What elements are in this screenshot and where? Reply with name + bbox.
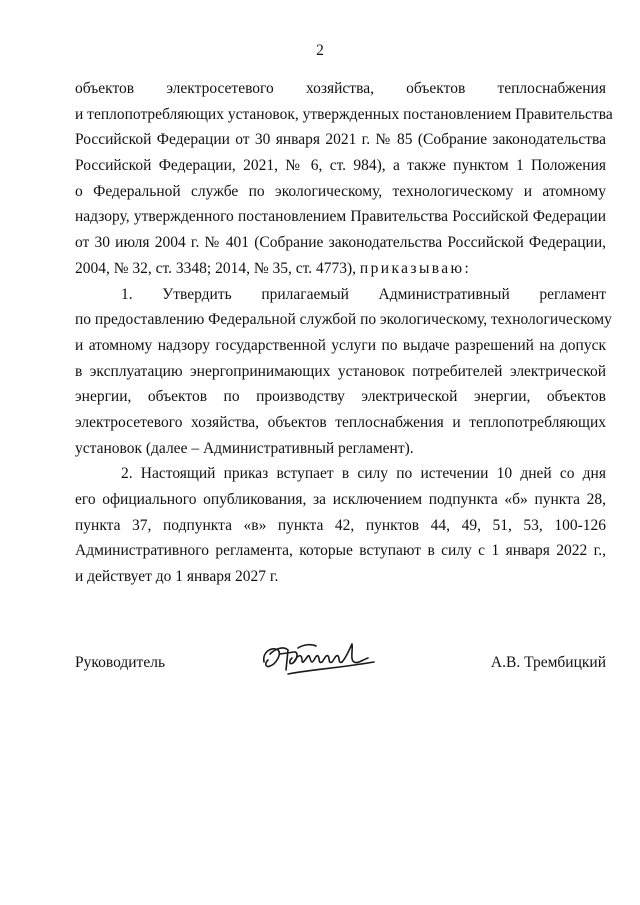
paragraph-continuation xyxy=(75,76,613,282)
word: хозяйства, xyxy=(305,80,374,97)
text-line: электросетевого хозяйства, объектов теплоснабжения и теплопотребляющих xyxy=(75,413,606,431)
text-line: пункта 37, подпункта «в» пункта 42, пунктов 44, 49, 51, 53, 100-126 xyxy=(75,516,606,534)
text-line xyxy=(75,76,606,102)
text-line: Российской Федерации от 30 января 2021 г. № 85 (Собрание законодательства xyxy=(75,131,606,149)
text-line: о Федеральной службе по экологическому, технологическому и атомному xyxy=(75,182,606,200)
text-line: по предоставлению Федеральной службой по экологическому, технологическому xyxy=(75,311,612,329)
word: Утвердить xyxy=(162,285,232,303)
text-line xyxy=(75,282,606,308)
word: теплоснабжения xyxy=(497,80,606,97)
signatory-name: А.В. Трембицкий xyxy=(490,654,606,671)
text-line: и действует до 1 января 2027 г. xyxy=(75,568,279,586)
word: прилагаемый xyxy=(261,285,349,303)
item-number: 1. xyxy=(121,285,133,303)
document-body xyxy=(75,76,613,590)
text-line: от 30 июля 2004 г. № 401 (Собрание законодательства Российской Федерации, xyxy=(75,234,606,252)
text-line: 2. Настоящий приказ вступает в силу по истечении 10 дней со дня xyxy=(121,465,606,483)
text-line xyxy=(75,256,606,282)
word: Административный xyxy=(378,285,510,303)
page-number: 2 xyxy=(316,42,324,59)
word: объектов xyxy=(75,80,135,97)
signature-block xyxy=(75,640,606,690)
word: объектов xyxy=(406,80,466,97)
text-line: Административного регламента, которые вступают в силу с 1 января 2022 г., xyxy=(75,542,606,560)
word: электросетевого xyxy=(166,80,274,97)
signatory-position: Руководитель xyxy=(75,654,166,671)
word: регламент xyxy=(539,285,606,303)
paragraph-item-2 xyxy=(75,461,606,589)
line-text: 2004, № 32, ст. 3348; 2014, № 35, ст. 4773), xyxy=(75,259,357,277)
text-line: его официального опубликования, за исключением подпункта «б» пункта 28, xyxy=(75,491,606,508)
text-line: надзору, утвержденного постановлением Правительства Российской Федерации xyxy=(75,208,606,226)
handwritten-signature xyxy=(258,640,378,684)
text-line: установок (далее – Административный регламент). xyxy=(75,439,414,457)
text-line: и атомному надзору государственной услуги по выдаче разрешений на допуск xyxy=(75,336,606,354)
text-line: Российской Федерации, 2021, № 6, ст. 984), а также пунктом 1 Положения xyxy=(75,157,606,175)
paragraph-item-1 xyxy=(75,282,612,462)
text-line: энергии, объектов по производству электрической энергии, объектов xyxy=(75,388,606,406)
text-line: в эксплуатацию энергопринимающих установок потребителей электрической xyxy=(75,362,606,380)
order-word: приказываю: xyxy=(359,259,472,277)
text-line: и теплопотребляющих установок, утвержденных постановлением Правительства xyxy=(75,105,613,123)
